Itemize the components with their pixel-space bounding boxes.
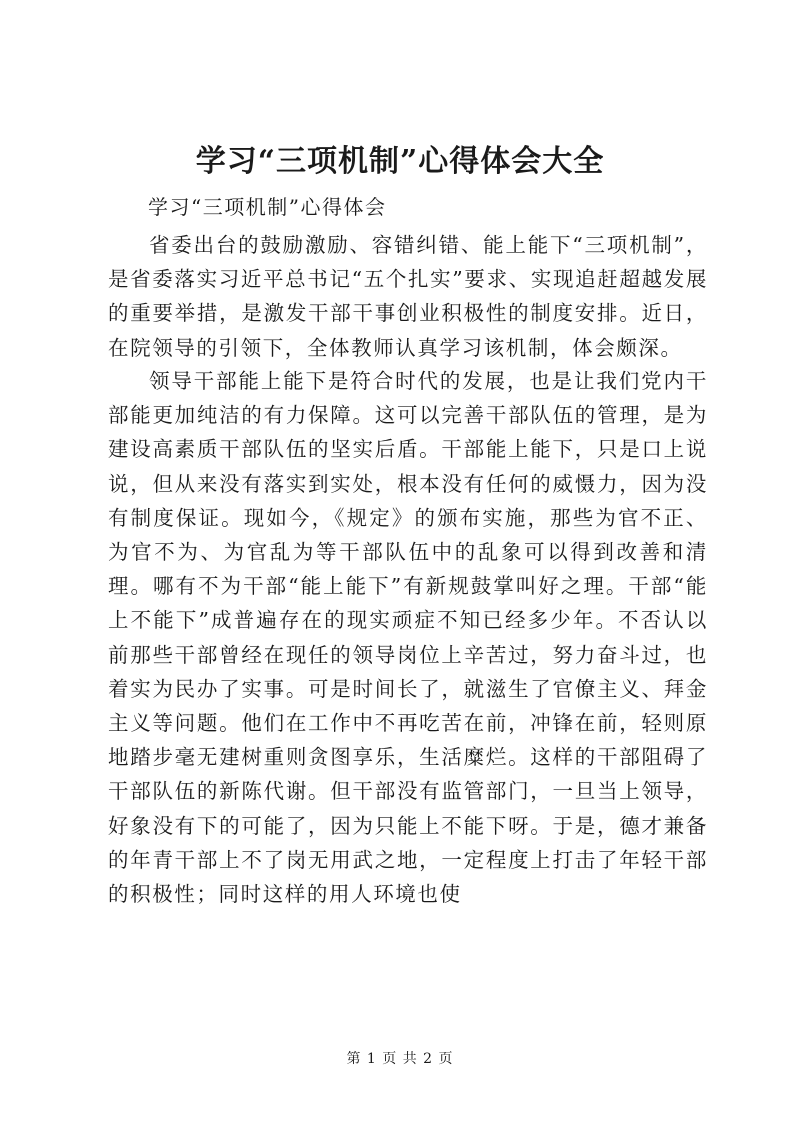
- page-footer: 第 1 页 共 2 页: [346, 1051, 454, 1067]
- paragraph-1: 省委出台的鼓励激励、容错纠错、能上能下“三项机制”，是省委落实习近平总书记“五个扎实”要求、实现追赶超越发展的重要举措，是激发干部干事创业积极性的制度安排。近日，在院领导的引领下，全体教师认真学习该机制，体会颇深。: [108, 233, 708, 360]
- document-subtitle: 学习“三项机制”心得体会: [148, 195, 387, 219]
- document-title: 学习“三项机制”心得体会大全: [195, 144, 605, 179]
- paragraph-2: 领导干部能上能下是符合时代的发展，也是让我们党内干部能更加纯洁的有力保障。这可以完善干部队伍的管理，是为建设高素质干部队伍的坚实后盾。干部能上能下，只是口上说说，但从来没有落实到实处，根本没有任何的威慑力，因为没有制度保证。现如今，《规定》的颁布实施，那些为官不正、为官不为、为官乱为等干部队伍中的乱象可以得到改善和清理。哪有不为干部“能上能下”有新规鼓掌叫好之理。干部“能上不能下”成普遍存在的现实顽症不知已经多少年。不否认以前那些干部曾经在现任的领导岗位上辛苦过，努力奋斗过，也着实为民办了实事。可是时间长了，就滋生了官僚主义、拜金主义等问题。他们在工作中不再吃苦在前，冲锋在前，轻则原地踏步毫无建树重则贪图享乐，生活糜烂。这样的干部阻碍了干部队伍的新陈代谢。但干部没有监管部门，一旦当上领导，好象没有下的可能了，因为只能上不能下呀。于是，德才兼备的年青干部上不了岗无用武之地，一定程度上打击了年轻干部的积极性；同时这样的用人环境也使: [108, 369, 708, 907]
